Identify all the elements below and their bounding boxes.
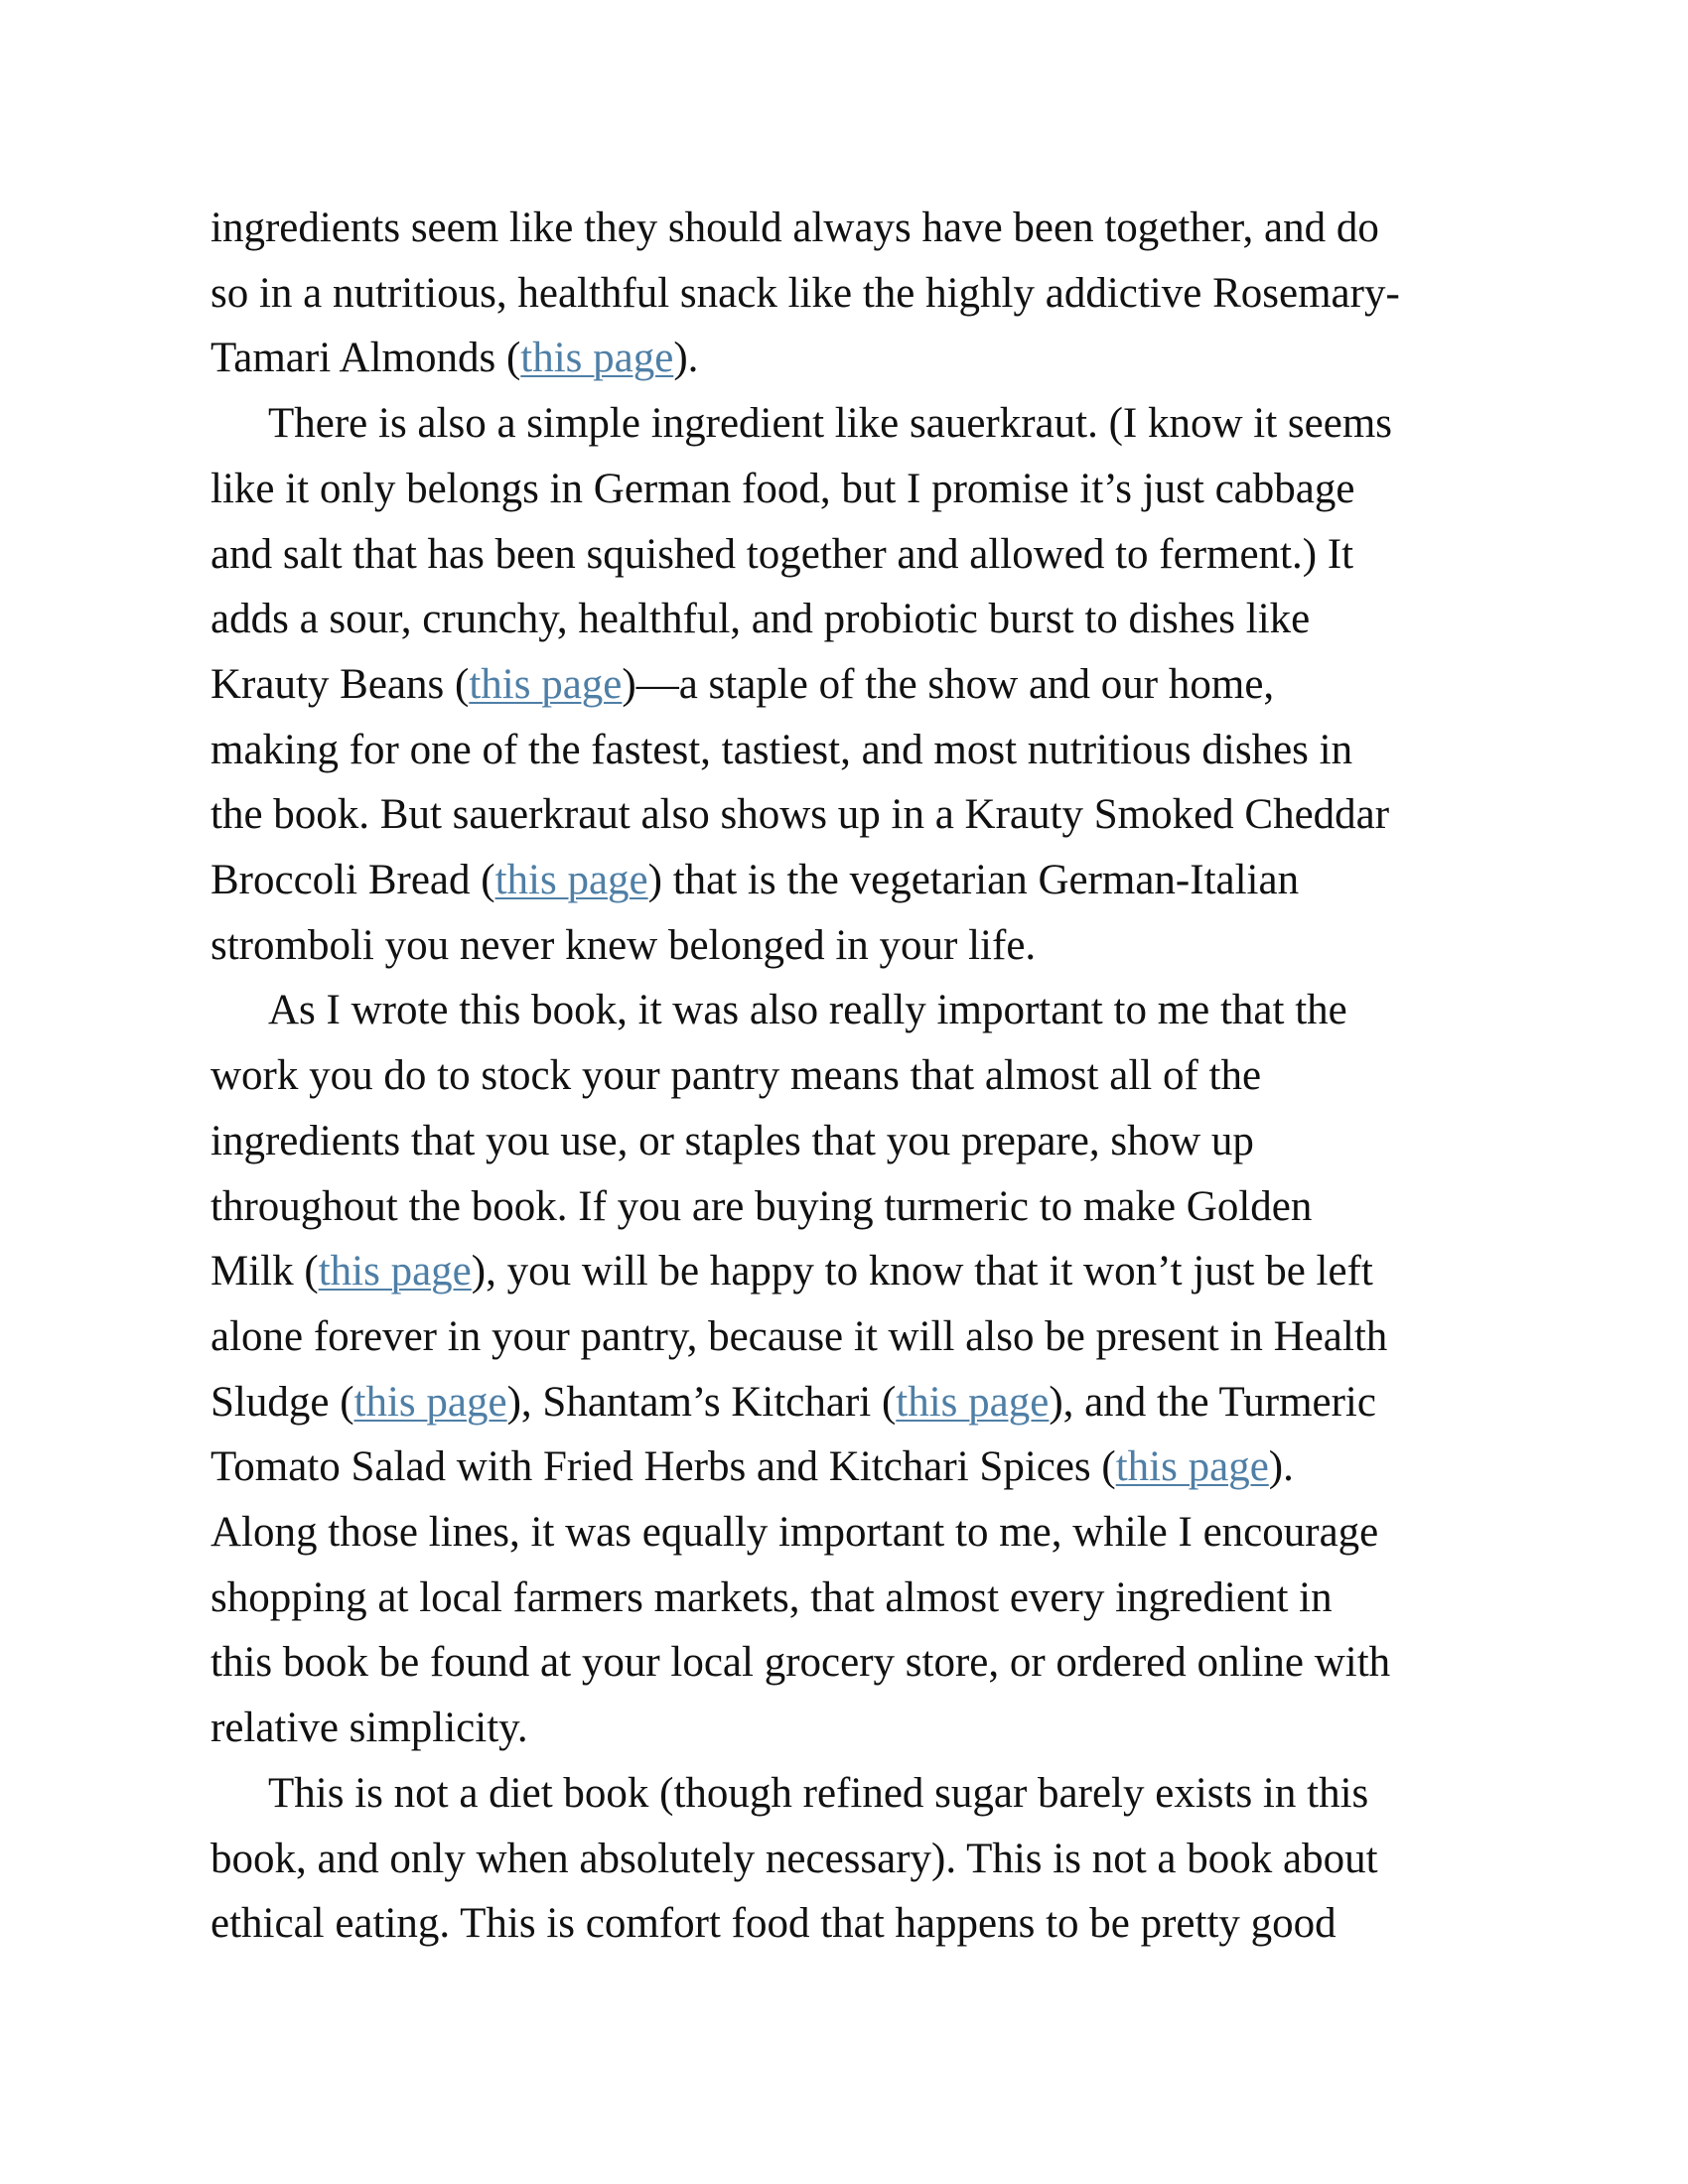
text-line: and salt that has been squished together and allowed to ferment.) It <box>211 530 1354 578</box>
text-line <box>211 1248 1373 1295</box>
text-run: )—a staple of the show and our home, <box>622 660 1275 708</box>
text-line: As I wrote this book, it was also really important to me that the <box>268 987 1347 1034</box>
page-link-rosemary-tamari-almonds[interactable]: this page <box>520 335 674 382</box>
text-line: book, and only when absolutely necessary). This is not a book about <box>211 1835 1378 1882</box>
text-line: like it only belongs in German food, but I promise it’s just cabbage <box>211 465 1355 512</box>
text-line: ethical eating. This is comfort food that happens to be pretty good <box>211 1900 1336 1948</box>
text-run: Tamari Almonds ( <box>211 335 521 382</box>
text-line <box>211 335 698 381</box>
text-run: Sludge ( <box>211 1378 354 1426</box>
text-line: so in a nutritious, healthful snack like the highly addictive Rosemary- <box>211 269 1400 317</box>
page-link-krauty-broccoli-bread[interactable]: this page <box>494 857 648 904</box>
text-run: ), Shantam’s Kitchari ( <box>506 1378 897 1426</box>
text-line: Along those lines, it was equally important to me, while I encourage <box>211 1509 1379 1557</box>
text-line: shopping at local farmers markets, that almost every ingredient in <box>211 1573 1333 1621</box>
page-link-golden-milk[interactable]: this page <box>318 1248 472 1296</box>
text-line <box>211 1379 1376 1426</box>
text-run: Milk ( <box>211 1248 319 1296</box>
text-line: stromboli you never knew belonged in your life. <box>211 921 1037 969</box>
text-run: ), and the Turmeric <box>1049 1378 1376 1426</box>
text-line: making for one of the fastest, tastiest, and most nutritious dishes in <box>211 726 1353 773</box>
text-line: ingredients seem like they should always have been together, and do <box>211 205 1379 251</box>
text-run: ) that is the vegetarian German-Italian <box>647 857 1300 904</box>
text-run: Broccoli Bread ( <box>211 857 495 904</box>
text-run: Krauty Beans ( <box>211 660 470 708</box>
text-line <box>211 661 1274 708</box>
book-page <box>211 196 1501 1957</box>
paragraph-sauerkraut <box>211 391 1501 978</box>
text-line: There is also a simple ingredient like sauerkraut. (I know it seems <box>268 400 1393 448</box>
page-link-krauty-beans[interactable]: this page <box>469 660 623 708</box>
paragraph-not-a-diet-book <box>211 1761 1501 1957</box>
paragraph-almonds <box>211 196 1501 391</box>
paragraph-pantry <box>211 978 1501 1760</box>
page-link-health-sludge[interactable]: this page <box>353 1378 507 1426</box>
text-line: the book. But sauerkraut also shows up in a Krauty Smoked Cheddar <box>211 791 1390 839</box>
text-line: adds a sour, crunchy, healthful, and probiotic burst to dishes like <box>211 596 1311 643</box>
page-link-turmeric-tomato-salad[interactable]: this page <box>1115 1443 1269 1491</box>
text-run: ), you will be happy to know that it won’t just be left <box>471 1248 1373 1296</box>
text-line <box>211 1443 1294 1490</box>
text-line: throughout the book. If you are buying turmeric to make Golden <box>211 1182 1313 1230</box>
text-run: ). <box>1268 1443 1294 1491</box>
page-link-shantams-kitchari[interactable]: this page <box>896 1378 1050 1426</box>
text-run: ). <box>673 335 699 382</box>
text-line: alone forever in your pantry, because it will also be present in Health <box>211 1312 1388 1360</box>
text-line: relative simplicity. <box>211 1705 528 1752</box>
text-run: Tomato Salad with Fried Herbs and Kitchari Spices ( <box>211 1443 1116 1491</box>
text-line: ingredients that you use, or staples that you prepare, show up <box>211 1117 1254 1164</box>
text-line: this book be found at your local grocery store, or ordered online with <box>211 1639 1391 1687</box>
text-line: work you do to stock your pantry means that almost all of the <box>211 1052 1262 1100</box>
text-line: This is not a diet book (though refined sugar barely exists in this <box>268 1769 1369 1817</box>
text-line <box>211 857 1299 903</box>
